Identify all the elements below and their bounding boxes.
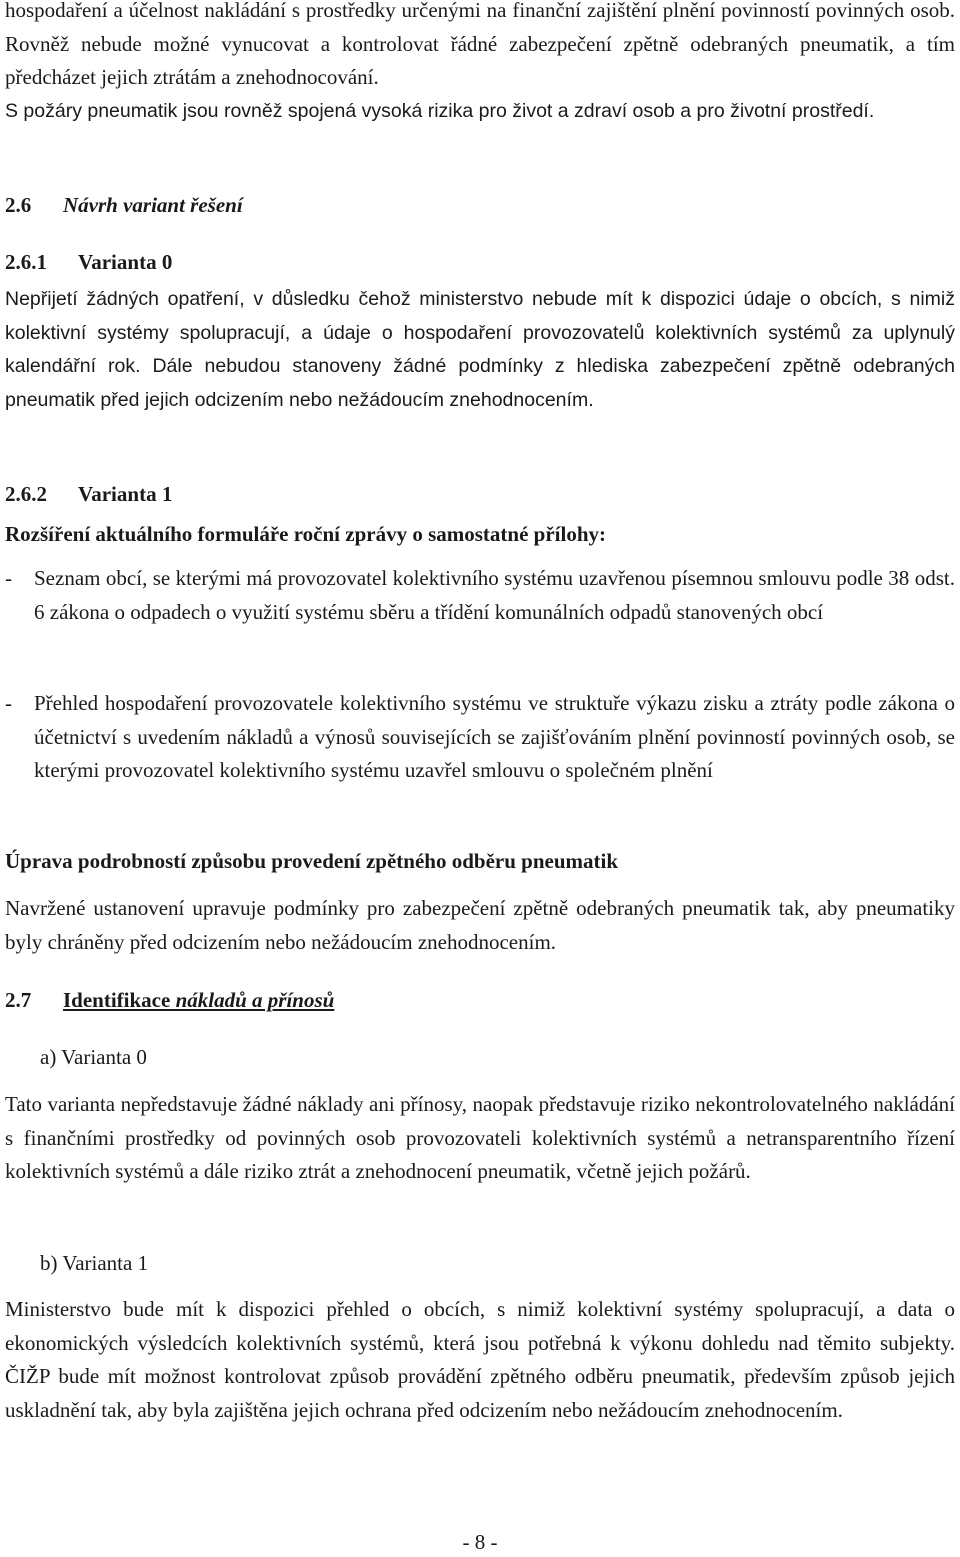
section-title: Návrh variant řešení	[63, 193, 243, 217]
body-paragraph: Nepřijetí žádných opatření, v důsledku čehož ministerstvo nebude mít k dispozici údaje o obcích, s nimiž kolektivní systémy spolupracují, a údaje o hospodaření provozovatelů kolektivních systémů za uplynulý kalendářní rok. Dále nebudou stanoveny žádné podmínky z hlediska zabezpečení zpětně odebraných pneumatik před jejich odcizením nebo nežádoucím znehodnocením.	[5, 288, 955, 411]
dash-marker: -	[5, 691, 12, 715]
body-paragraph: Tato varianta nepředstavuje žádné náklady ani přínosy, naopak představuje riziko nekontrolovatelného nakládání s finančními prostředky od povinných osob provozovateli kolektivních systémů a netransparentního řízení kolektivních systémů a dále riziko ztrát a znehodnocení pneumatik, včetně jejich požárů.	[5, 1092, 955, 1184]
body-paragraph: Navržené ustanovení upravuje podmínky pro zabezpečení zpětně odebraných pneumatik tak, aby pneumatiky byly chráněny před odcizením nebo nežádoucím znehodnocením.	[5, 896, 955, 954]
dash-marker: -	[5, 566, 12, 590]
section-heading-2-6-2	[5, 479, 172, 509]
list-item-text: Seznam obcí, se kterými má provozovatel kolektivního systému uzavřenou písemnou smlouvu podle 38 odst. 6 zákona o odpadech o využití systému sběru a třídění komunálních odpadů stanovených obcí	[34, 566, 955, 624]
variant-0-costs	[5, 1088, 955, 1189]
variant-0-label: a) Varianta 0	[40, 1045, 147, 1069]
section-title-plain: Identifikace	[63, 988, 176, 1012]
fire-risk-paragraph: S požáry pneumatik jsou rovněž spojená vysoká rizika pro život a zdraví osob a pro životní prostředí.	[5, 99, 875, 122]
section-heading-2-6	[5, 190, 243, 220]
section-title-italic: nákladů a přínosů	[175, 988, 335, 1012]
body-paragraph: Ministerstvo bude mít k dispozici přehled o obcích, s nimiž kolektivní systémy spolupracují, a data o ekonomických výsledcích kolektivních systémů, která jsou potřebná k výkonu dohledu nad těmito subjekty. ČIŽP bude mít možnost kontrolovat způsob provádění zpětného odběru pneumatik, především způsob jejich uskladnění tak, aby byla zajištěna jejich ochrana před odcizením nebo nežádoucím znehodnocením.	[5, 1297, 955, 1422]
section-title: Varianta 0	[78, 250, 173, 274]
subheading-annual-report: Rozšíření aktuálního formuláře roční zprávy o samostatné přílohy:	[5, 522, 607, 546]
intro-block	[5, 0, 955, 128]
section-heading-2-7	[5, 985, 334, 1015]
take-back-description	[5, 892, 955, 959]
page-number: - 8 -	[462, 1530, 498, 1554]
section-heading-2-6-1	[5, 247, 172, 277]
list-item-text: Přehled hospodaření provozovatele kolektivního systému ve struktuře výkazu zisku a ztráty podle zákona o účetnictví s uvedením nákladů a výnosů souvisejících se zajišťováním plnění povinností povinných osob, se kterými provozovatel kolektivního systému uzavřel smlouvu o společném plnění	[34, 691, 955, 783]
section-title	[63, 988, 334, 1012]
list-item	[5, 562, 955, 629]
variant-1-label: b) Varianta 1	[40, 1251, 149, 1275]
variant-0-description	[5, 283, 955, 417]
variant-1-benefits	[5, 1293, 955, 1427]
intro-paragraph: hospodaření a účelnost nakládání s prostředky určenými na finanční zajištění plnění povinností povinných osob. Rovněž nebude možné vynucovat a kontrolovat řádné zabezpečení zpětně odebraných pneumatik, a tím předcházet jejich ztrátám a znehodnocování.	[5, 0, 955, 90]
section-number: 2.6	[5, 193, 32, 217]
section-number: 2.7	[5, 988, 32, 1012]
section-title: Varianta 1	[78, 482, 173, 506]
list-item	[5, 687, 955, 788]
section-number: 2.6.2	[5, 482, 47, 506]
subheading-take-back: Úprava podrobností způsobu provedení zpětného odběru pneumatik	[5, 849, 619, 873]
section-number: 2.6.1	[5, 250, 47, 274]
